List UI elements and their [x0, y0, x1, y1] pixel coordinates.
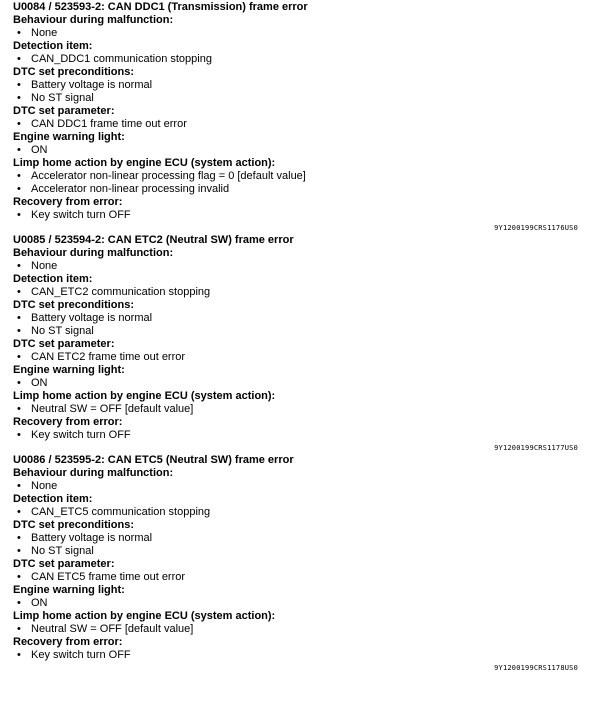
list-item: • Key switch turn OFF [17, 649, 131, 661]
recovery-list [13, 209, 593, 222]
list-item: • Key switch turn OFF [17, 429, 131, 441]
engine-warning-heading: Engine warning light: [13, 584, 125, 596]
bullet-icon: • [17, 377, 21, 389]
list-item: • Battery voltage is normal [17, 532, 153, 544]
limp-home-heading: Limp home action by engine ECU (system action): [13, 390, 276, 402]
list-item: • Key switch turn OFF [17, 209, 131, 221]
bullet-icon: • [17, 545, 21, 557]
bullet-icon: • [17, 325, 21, 337]
dtc-title: U0084 / 523593-2: CAN DDC1 (Transmission) frame error [13, 1, 308, 13]
dtc-parameter-list [13, 351, 593, 364]
bullet-icon: • [17, 118, 21, 130]
engine-warning-list [13, 144, 593, 157]
reference-code: 9Y1200199CRS1178US0 [494, 664, 578, 672]
engine-warning-heading: Engine warning light: [13, 131, 125, 143]
list-item: • Battery voltage is normal [17, 79, 153, 91]
bullet-icon: • [17, 571, 21, 583]
limp-home-list [13, 623, 593, 636]
behaviour-list [13, 27, 593, 40]
list-item: • None [17, 480, 58, 492]
dtc-preconditions-heading: DTC set preconditions: [13, 519, 135, 531]
dtc-section-u0084 [13, 1, 593, 233]
dtc-parameter-list [13, 571, 593, 584]
bullet-icon: • [17, 532, 21, 544]
behaviour-heading: Behaviour during malfunction: [13, 14, 174, 26]
limp-home-heading: Limp home action by engine ECU (system action): [13, 157, 276, 169]
bullet-icon: • [17, 170, 21, 182]
list-item: • No ST signal [17, 92, 94, 104]
reference-code: 9Y1200199CRS1177US0 [494, 444, 578, 452]
list-item: • ON [17, 144, 48, 156]
dtc-title: U0086 / 523595-2: CAN ETC5 (Neutral SW) frame error [13, 454, 294, 466]
list-item: • CAN_DDC1 communication stopping [17, 53, 212, 65]
limp-home-list [13, 170, 593, 196]
bullet-icon: • [17, 597, 21, 609]
bullet-icon: • [17, 351, 21, 363]
dtc-parameter-heading: DTC set parameter: [13, 105, 115, 117]
dtc-title: U0085 / 523594-2: CAN ETC2 (Neutral SW) frame error [13, 234, 294, 246]
engine-warning-list [13, 377, 593, 390]
list-item: • No ST signal [17, 545, 94, 557]
list-item: • Accelerator non-linear processing flag = 0 [default value] [17, 170, 306, 182]
list-item: • Neutral SW = OFF [default value] [17, 403, 194, 415]
limp-home-list [13, 403, 593, 416]
engine-warning-list [13, 597, 593, 610]
dtc-parameter-list [13, 118, 593, 131]
behaviour-list [13, 480, 593, 493]
dtc-parameter-heading: DTC set parameter: [13, 338, 115, 350]
list-item: • Accelerator non-linear processing invalid [17, 183, 230, 195]
bullet-icon: • [17, 429, 21, 441]
bullet-icon: • [17, 53, 21, 65]
list-item: • Neutral SW = OFF [default value] [17, 623, 194, 635]
list-item: • ON [17, 377, 48, 389]
dtc-parameter-heading: DTC set parameter: [13, 558, 115, 570]
bullet-icon: • [17, 480, 21, 492]
engine-warning-heading: Engine warning light: [13, 364, 125, 376]
bullet-icon: • [17, 649, 21, 661]
list-item: • None [17, 260, 58, 272]
dtc-preconditions-list [13, 532, 593, 558]
detection-item-heading: Detection item: [13, 40, 93, 52]
bullet-icon: • [17, 623, 21, 635]
limp-home-heading: Limp home action by engine ECU (system action): [13, 610, 276, 622]
list-item: • ON [17, 597, 48, 609]
document-page [13, 1, 593, 674]
bullet-icon: • [17, 506, 21, 518]
bullet-icon: • [17, 27, 21, 39]
behaviour-heading: Behaviour during malfunction: [13, 467, 174, 479]
bullet-icon: • [17, 79, 21, 91]
detection-item-heading: Detection item: [13, 273, 93, 285]
bullet-icon: • [17, 92, 21, 104]
behaviour-heading: Behaviour during malfunction: [13, 247, 174, 259]
detection-item-list [13, 53, 593, 66]
bullet-icon: • [17, 209, 21, 221]
bullet-icon: • [17, 312, 21, 324]
detection-item-list [13, 286, 593, 299]
bullet-icon: • [17, 403, 21, 415]
recovery-heading: Recovery from error: [13, 416, 123, 428]
dtc-preconditions-list [13, 79, 593, 105]
list-item: • CAN ETC2 frame time out error [17, 351, 186, 363]
bullet-icon: • [17, 144, 21, 156]
list-item: • CAN_ETC2 communication stopping [17, 286, 211, 298]
detection-item-list [13, 506, 593, 519]
detection-item-heading: Detection item: [13, 493, 93, 505]
dtc-preconditions-heading: DTC set preconditions: [13, 66, 135, 78]
list-item: • CAN DDC1 frame time out error [17, 118, 187, 130]
recovery-heading: Recovery from error: [13, 636, 123, 648]
dtc-section-u0085 [13, 234, 593, 453]
list-item: • No ST signal [17, 325, 94, 337]
dtc-section-u0086 [13, 454, 593, 673]
bullet-icon: • [17, 183, 21, 195]
list-item: • CAN_ETC5 communication stopping [17, 506, 211, 518]
list-item: • CAN ETC5 frame time out error [17, 571, 186, 583]
recovery-heading: Recovery from error: [13, 196, 123, 208]
list-item: • Battery voltage is normal [17, 312, 153, 324]
behaviour-list [13, 260, 593, 273]
reference-code: 9Y1200199CRS1176US0 [494, 224, 578, 232]
dtc-preconditions-heading: DTC set preconditions: [13, 299, 135, 311]
list-item: • None [17, 27, 58, 39]
bullet-icon: • [17, 260, 21, 272]
recovery-list [13, 649, 593, 662]
bullet-icon: • [17, 286, 21, 298]
recovery-list [13, 429, 593, 442]
dtc-preconditions-list [13, 312, 593, 338]
